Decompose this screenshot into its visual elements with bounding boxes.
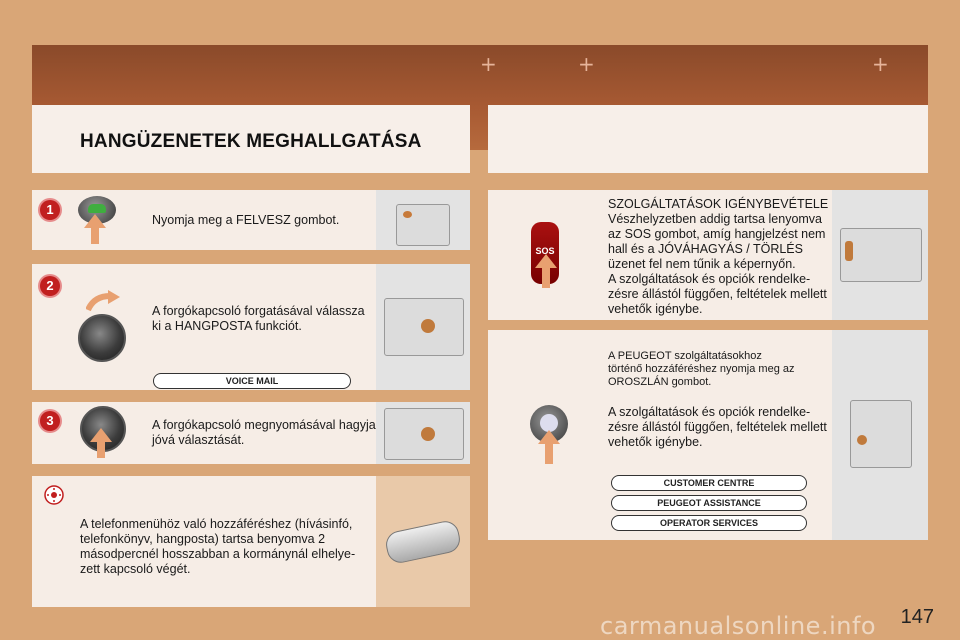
step-1-image	[376, 190, 470, 250]
page-title: HANGÜZENETEK MEGHALLGATÁSA	[80, 131, 422, 152]
peugeot-image	[832, 330, 928, 540]
customer-centre-label: CUSTOMER CENTRE	[611, 475, 807, 491]
tip-text: A telefonmenühöz való hozzáféréshez (hívásinfó, telefonkönyv, hangposta) tartsa benyomva 2 másodpercnél hosszabban a kormánynál elhelyezett kapcsoló végét.	[80, 517, 356, 576]
lightbulb-icon	[44, 485, 64, 505]
plus-decoration: +	[480, 52, 497, 76]
title-box-right	[488, 105, 928, 173]
lion-key-icon	[857, 435, 867, 445]
step-3-image	[376, 402, 470, 464]
tip-image	[376, 476, 470, 607]
keypad-device	[850, 400, 912, 468]
step-badge: 3	[40, 411, 60, 431]
rotate-arrow-icon	[86, 290, 120, 312]
step-2-text: A forgókapcsoló forgatásával válassza ki a HANGPOSTA funkciót.	[152, 304, 365, 333]
sos-paragraph-1: Vészhelyzetben addig tartsa lenyomva az SOS gombot, amíg hangjelzést nem hall és a JÓVÁHAGYÁS / TÖRLÉS üzenet fel nem tűnik a képernyőn.	[608, 212, 826, 271]
step-badge: 1	[40, 200, 60, 220]
peugeot-paragraph-2: A szolgáltatások és opciók rendelkezésre állástól függően, feltételek mellett vehetők igénybe.	[608, 405, 827, 449]
press-arrow-shaft	[545, 444, 553, 464]
sos-paragraph-2: A szolgáltatások és opciók rendelkezésre állástól függően, feltételek mellett vehetők igénybe.	[608, 272, 827, 316]
sos-heading: SZOLGÁLTATÁSOK IGÉNYBEVÉTELE	[608, 197, 829, 211]
rotary-knob-icon	[78, 314, 126, 362]
press-arrow-shaft	[91, 228, 99, 244]
voice-mail-label: VOICE MAIL	[153, 373, 351, 389]
sos-key-icon	[845, 241, 853, 261]
radio-device	[840, 228, 922, 282]
sos-image	[832, 190, 928, 320]
rotary-knob-icon	[421, 427, 435, 441]
step-3-text: A forgókapcsoló megnyomásával hagyja jóvá választását.	[152, 418, 376, 447]
page-number: 147	[900, 606, 934, 628]
rotary-knob-icon	[421, 319, 435, 333]
watermark: carmanualsonline.info	[600, 612, 877, 640]
peugeot-paragraph-1: A PEUGEOT szolgáltatásokhoz történő hozzáféréshez nyomja meg az OROSZLÁN gombot.	[608, 350, 795, 388]
press-arrow-icon	[84, 214, 106, 228]
radio-device	[384, 408, 464, 460]
press-arrow-shaft	[542, 268, 550, 288]
phone-icon	[88, 204, 106, 213]
plus-decoration: +	[872, 52, 889, 76]
step-1-text: Nyomja meg a FELVESZ gombot.	[152, 213, 340, 227]
plus-decoration: +	[578, 52, 595, 76]
press-arrow-shaft	[97, 442, 105, 458]
sos-label: SOS	[535, 246, 555, 256]
press-arrow-icon	[90, 428, 112, 442]
peugeot-assistance-label: PEUGEOT ASSISTANCE	[611, 495, 807, 511]
answer-key-icon	[403, 211, 412, 218]
step-2-image	[376, 264, 470, 390]
press-arrow-icon	[535, 254, 557, 268]
keypad-device	[396, 204, 450, 246]
operator-services-label: OPERATOR SERVICES	[611, 515, 807, 531]
step-badge: 2	[40, 276, 60, 296]
steering-stalk-icon	[383, 519, 462, 566]
radio-device	[384, 298, 464, 356]
press-arrow-icon	[538, 430, 560, 444]
